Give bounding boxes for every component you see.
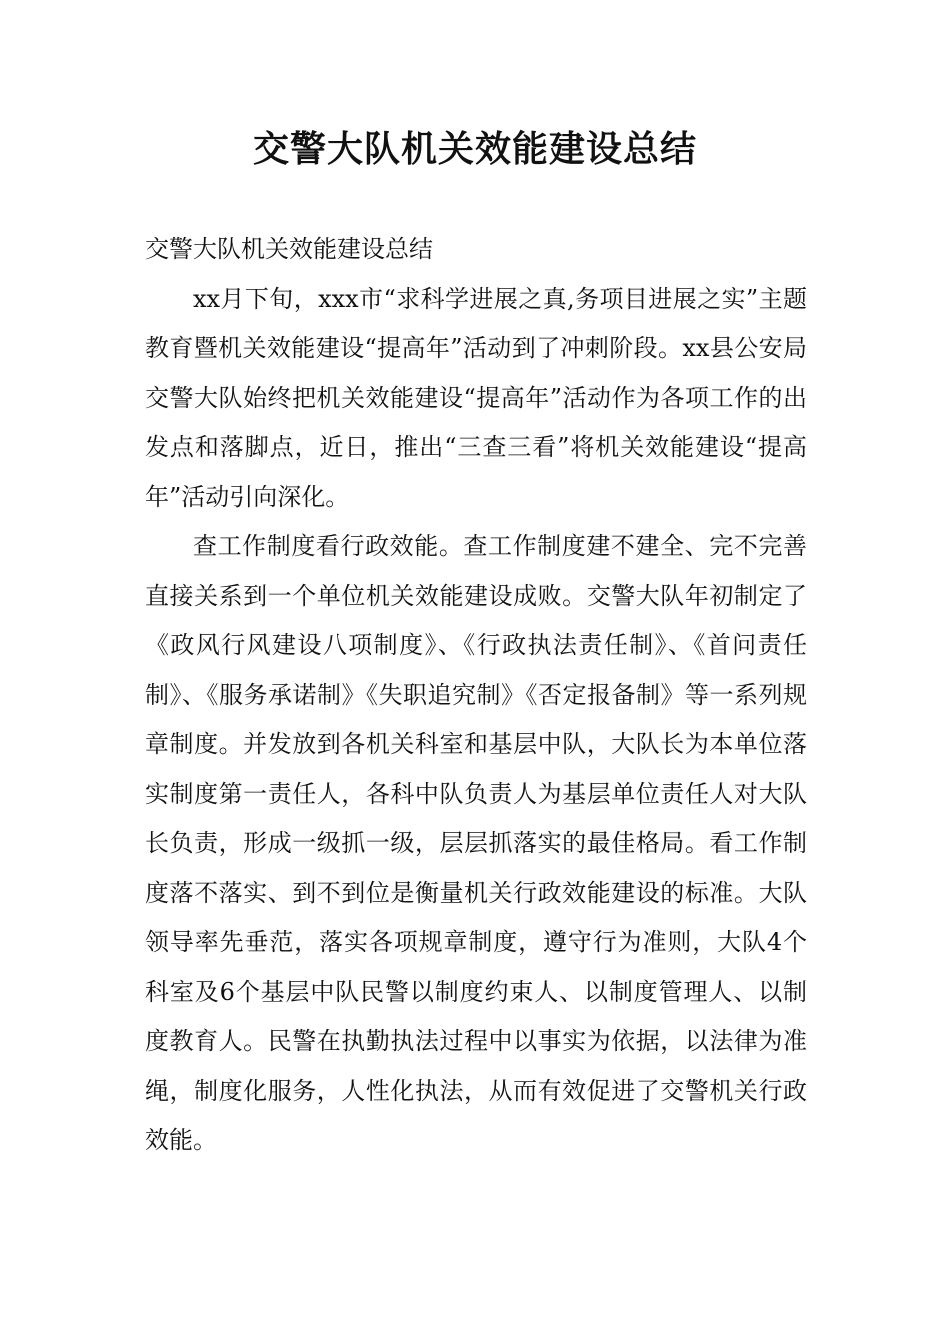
document-body [145,225,807,1166]
paragraph-work-system: 查工作制度看行政效能。查工作制度建不建全、完不完善直接关系到一个单位机关效能建设成败。交警大队年初制定了《政风行风建设八项制度》、《行政执法责任制》、《首问责任制》、《服务承诺制》《失职追究制》《否定报备制》等一系列规章制度。并发放到各机关科室和基层中队，大队长为本单位落实制度第一责任人，各科中队负责人为基层单位责任人对大队长负责，形成一级抓一级，层层抓落实的最佳格局。看工作制度落不落实、到不到位是衡量机关行政效能建设的标准。大队领导率先垂范，落实各项规章制度，遵守行为准则，大队4个科室及6个基层中队民警以制度约束人、以制度管理人、以制度教育人。民警在执勤执法过程中以事实为依据，以法律为准绳，制度化服务，人性化执法，从而有效促进了交警机关行政效能。 [145,532,807,1154]
document-title: 交警大队机关效能建设总结 [252,129,697,170]
paragraph-intro: xx月下旬，xxx市“求科学进展之真,务项目进展之实”主题教育暨机关效能建设“提高年”活动到了冲刺阶段。xx县公安局交警大队始终把机关效能建设“提高年”活动作为各项工作的出发点和落脚点，近日，推出“三查三看”将机关效能建设“提高年”活动引向深化。 [145,284,807,511]
document-subtitle: 交警大队机关效能建设总结 [145,235,433,263]
